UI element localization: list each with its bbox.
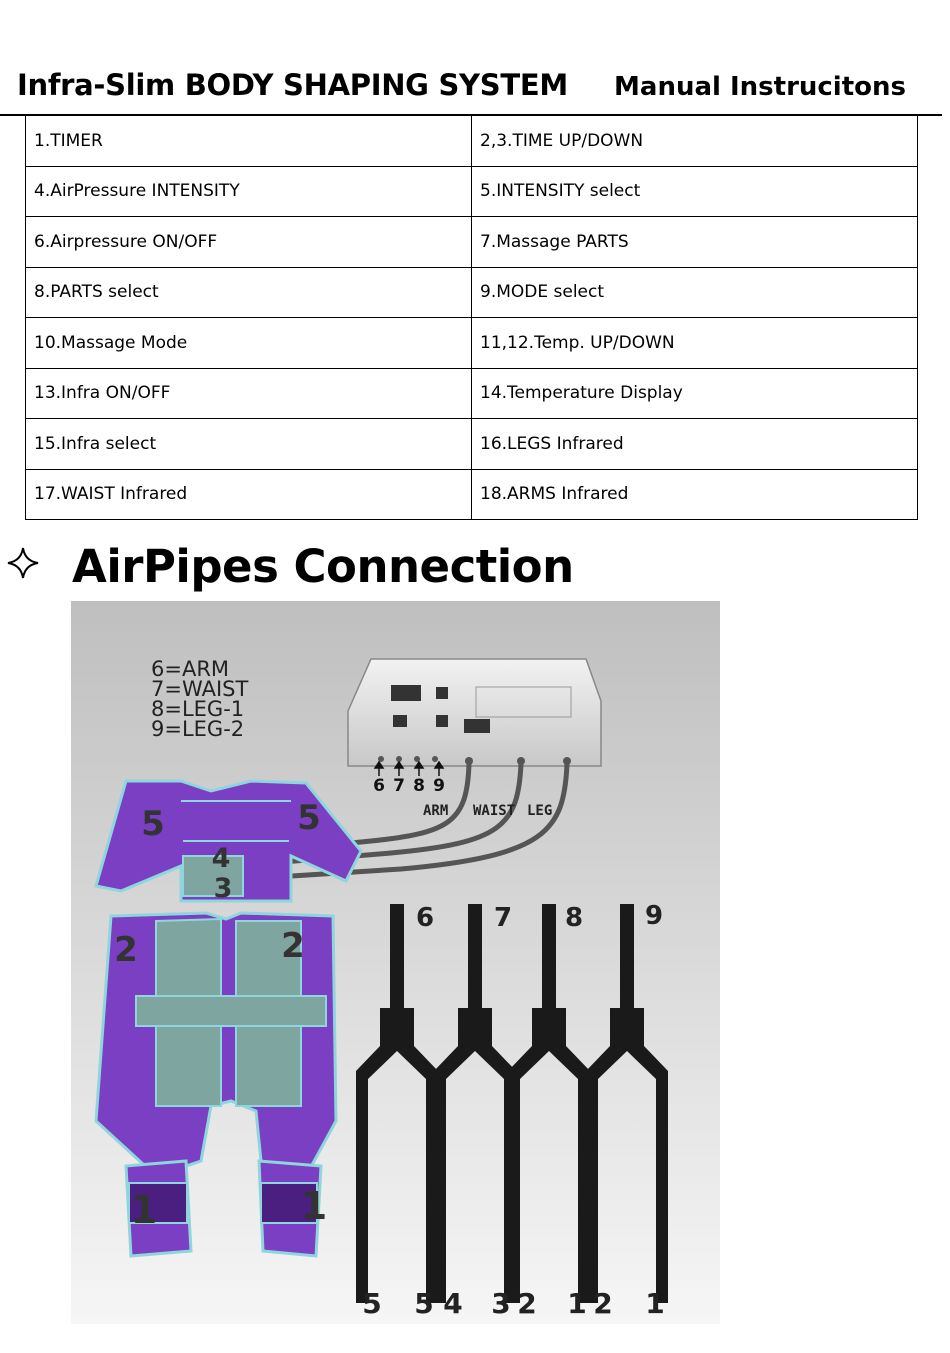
suit-number: 2 [114, 930, 138, 970]
manual-label: Manual Instrucitons [614, 72, 906, 102]
connector-bottom-label: 3 [491, 1287, 511, 1320]
connector-bottom-label: 2 [593, 1287, 613, 1320]
pipe-labels [423, 803, 552, 819]
legend-line: 9=LEG-2 [151, 717, 245, 741]
legend-line: 6=ARM [151, 657, 230, 681]
controls-table [25, 115, 918, 520]
table-cell: 17.WAIST Infrared [26, 469, 472, 520]
table-cell: 4.AirPressure INTENSITY [26, 166, 472, 217]
port-number: 7 [393, 776, 405, 796]
port-number: 9 [433, 776, 445, 796]
table-cell: 10.Massage Mode [26, 318, 472, 369]
table-cell: 6.Airpressure ON/OFF [26, 217, 472, 268]
table-row [26, 419, 918, 470]
table-cell: 8.PARTS select [26, 267, 472, 318]
table-cell: 11,12.Temp. UP/DOWN [472, 318, 918, 369]
table-cell: 18.ARMS Infrared [472, 469, 918, 520]
table-row [26, 166, 918, 217]
table-cell: 15.Infra select [26, 419, 472, 470]
page-header [0, 62, 942, 116]
table-row [26, 217, 918, 268]
table-cell: 9.MODE select [472, 267, 918, 318]
table-cell: 14.Temperature Display [472, 368, 918, 419]
table-row [26, 318, 918, 369]
port-number: 6 [373, 776, 385, 796]
suit-number: 1 [300, 1184, 328, 1228]
section-heading: AirPipes Connection [72, 540, 574, 593]
port-number: 8 [413, 776, 425, 796]
connector-bottom-label: 4 [443, 1287, 463, 1320]
four-point-star-icon [6, 546, 40, 580]
legend-line: 7=WAIST [151, 677, 249, 701]
connector-bottom-label: 5 [362, 1287, 382, 1320]
connector-bottom-label: 5 [414, 1287, 434, 1320]
control-unit [348, 659, 601, 766]
suit-number: 4 [211, 843, 231, 874]
suit-number: 3 [213, 873, 233, 904]
table-cell: 2,3.TIME UP/DOWN [472, 116, 918, 167]
connector-top-label: 6 [415, 903, 435, 933]
table-cell: 13.Infra ON/OFF [26, 368, 472, 419]
connector-top-label: 7 [493, 903, 513, 933]
suit-number: 1 [130, 1188, 158, 1232]
connector-bottom-label: 1 [645, 1287, 665, 1320]
table-row [26, 267, 918, 318]
document-title: Infra-Slim BODY SHAPING SYSTEM [17, 68, 568, 102]
connection-diagram [71, 601, 720, 1324]
suit-number: 5 [141, 804, 165, 844]
connector-top-label: 8 [564, 903, 584, 933]
pipe-label: ARM [423, 803, 449, 819]
table-cell: 1.TIMER [26, 116, 472, 167]
connector-bottom-label: 1 [567, 1287, 587, 1320]
connector-bottom-label: 2 [517, 1287, 537, 1320]
suit-number: 2 [281, 926, 305, 966]
pipe-label: WAIST [473, 803, 516, 819]
table-cell: 5.INTENSITY select [472, 166, 918, 217]
table-row [26, 116, 918, 167]
connector-top-label: 9 [644, 901, 664, 931]
pipe-label: LEG [527, 803, 553, 819]
table-row [26, 368, 918, 419]
table-cell: 7.Massage PARTS [472, 217, 918, 268]
table-row [26, 469, 918, 520]
table-cell: 16.LEGS Infrared [472, 419, 918, 470]
suit-number: 5 [297, 798, 321, 838]
airpipes-connection-photo [71, 601, 720, 1324]
legend-line: 8=LEG-1 [151, 697, 245, 721]
